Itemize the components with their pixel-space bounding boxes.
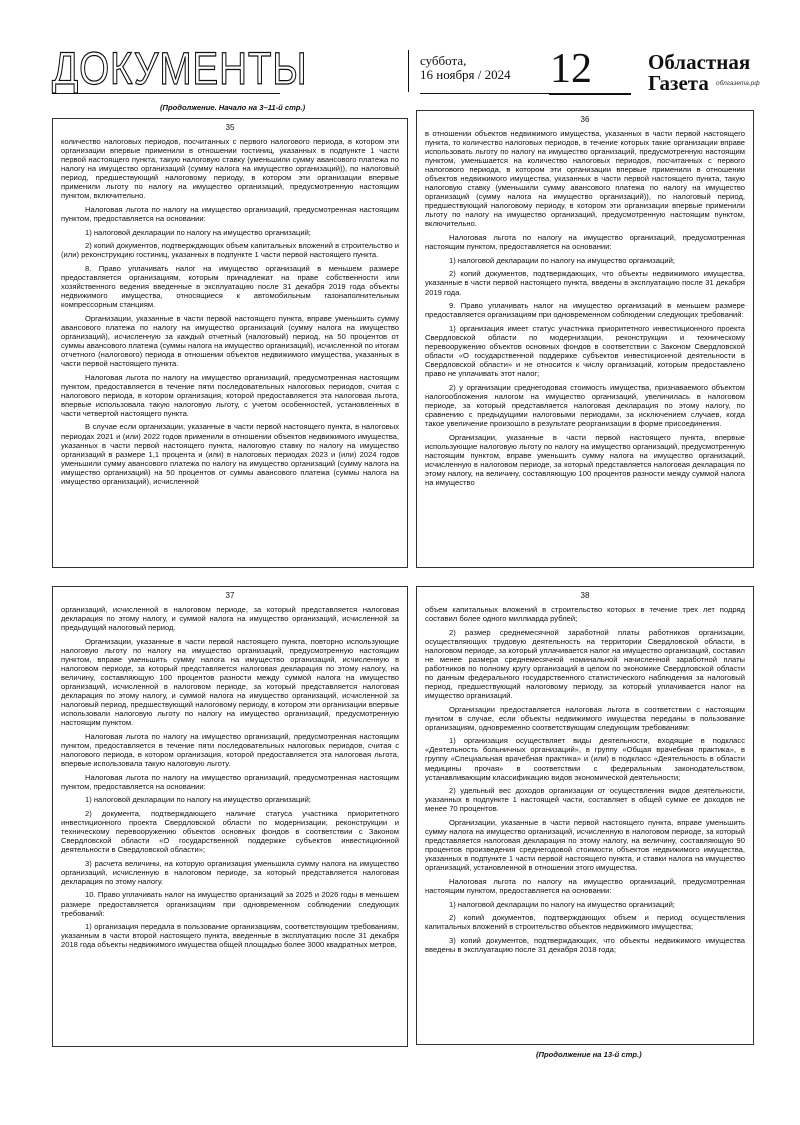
paragraph: 2) копий документов, подтверждающих объем капитальных вложений в строительство и (или) реконструкцию гостиниц, указанных в подпункте 1 части первой настоящего пункта. xyxy=(61,241,399,260)
newspaper-site: облгазета.рф xyxy=(716,80,760,87)
logo-line-1: Областная xyxy=(648,50,751,74)
page-number-underline xyxy=(549,93,631,95)
date-underline xyxy=(420,93,550,94)
masthead-divider xyxy=(408,50,409,92)
document-page-38 xyxy=(416,586,754,1045)
paragraph: Организации, указанные в части первой настоящего пункта, вправе уменьшить сумму авансового платежа по налогу на имущество организаций (сумму налога на имущество организаций), исчисленную за каждый отчетный (налоговый) период, на 50 процентов от суммы авансового платежа (суммы налога на имущество организаций), исчисленной по итогам отчетного (налогового) периода в отношении объектов недвижимого имущества, указанных в части первой настоящего пункта. xyxy=(61,313,399,368)
document-page-number: 38 xyxy=(580,591,590,600)
document-page-35 xyxy=(52,118,408,568)
paragraph: 2) размер среднемесячной заработной платы работников организации, осуществляющих трудовую деятельность на территории Свердловской области, в налоговом периоде, за который уплачивается налог на имущество организаций, составил не менее размера среднемесячной номинальной начисленной заработной платы работников по полному кругу организаций в целом по экономике Свердловской области по данным федерального государственного статистического наблюдения за налоговый период, предшествующий налоговому периоду, за который уплачивается налог на имущество организаций. xyxy=(425,627,745,701)
paragraph: 2) документа, подтверждающего наличие статуса участника приоритетного инвестиционного проекта Свердловской области по модернизации, реконструкции и техническому перевооружению объектов основных фондов в соответствии с Законом Свердловской области «О государственной поддержке субъектов инвестиционной деятельности в Свердловской области»; xyxy=(61,808,399,855)
issue-weekday: суббота, xyxy=(420,53,467,68)
document-page-number: 36 xyxy=(580,115,590,124)
document-page-number: 37 xyxy=(225,591,235,600)
document-page-37 xyxy=(52,586,408,1047)
newspaper-logo xyxy=(648,52,762,94)
paragraph: Организации, указанные в части первой настоящего пункта, впервые использующие налоговую льготу по налогу на имущество организаций, предусмотренную настоящим пунктом, вправе уменьшить сумму налога на имущество организаций, исчисленную в налоговом периоде, за который представляется налоговая декларация по этому налогу, на величину, составляющую 100 процентов разности между суммой налога на имущество xyxy=(425,432,745,487)
issue-date xyxy=(420,54,511,82)
title-underline xyxy=(52,93,280,94)
paragraph: количество налоговых периодов, посчитанных с первого налогового периода, в котором эти организации впервые применили в отношении гостиниц, указанных в подпункте 1 части первой настоящего пункта, такую налоговую ставку (уменьшили сумму авансового платежа по налогу на имущество организаций (сумму налога на имущество организаций)), по налоговый период, предшествующий налоговому периоду, в котором эти организации впервые применили льготу по налогу на имущество организаций, предусмотренную настоящим пунктом, включительно. xyxy=(61,137,399,201)
paragraph: Налоговая льгота по налогу на имущество организаций, предусмотренная настоящим пунктом, предоставляется на основании: xyxy=(425,233,745,252)
paragraph: Налоговая льгота по налогу на имущество организаций, предусмотренная настоящим пунктом, предоставляется на основании: xyxy=(61,204,399,223)
paragraph: объем капитальных вложений в строительство которых в течение трех лет подряд составил более одного миллиарда рублей; xyxy=(425,605,745,624)
document-page-36 xyxy=(416,110,754,568)
paragraph: 8. Право уплачивать налог на имущество организаций в меньшем размере предоставляется организациям, которым принадлежат на праве собственности или хозяйственного ведения введенные в эксплуатацию после 31 декабря 2019 года объекты недвижимого имущества, относящиеся к автомобильным газонаполнительным компрессорным станциям. xyxy=(61,263,399,310)
paragraph: Налоговая льгота по налогу на имущество организаций, предусмотренная настоящим пунктом, предоставляется на основании: xyxy=(425,876,745,895)
paragraph: 1) организация имеет статус участника приоритетного инвестиционного проекта Свердловской области по модернизации, реконструкции и техническому перевооружению объектов основных фондов в соответствии с Законом Свердловской области «О государственной поддержке субъектов инвестиционной деятельности в Свердловской области» и не относится к числу организаций, которым предоставлено право не уплачивать этот налог; xyxy=(425,323,745,379)
paragraph: 1) налоговой декларации по налогу на имущество организаций; xyxy=(449,899,675,909)
paragraph: 2) копий документов, подтверждающих, что объекты недвижимого имущества, указанные в части первой настоящего пункта, введены в эксплуатацию после 31 декабря 2019 года. xyxy=(425,269,745,297)
document-page-number: 35 xyxy=(225,123,235,132)
paragraph: организаций, исчисленной в налоговом периоде, за который представляется налоговая декларация по этому налогу, и суммой налога на имущество организаций, исчисленной за предыдущий налоговый период. xyxy=(61,605,399,633)
paragraph: Налоговая льгота по налогу на имущество организаций, предусмотренная настоящим пунктом, предоставляется на основании: xyxy=(61,772,399,791)
logo-line-2: Газета xyxy=(648,71,709,95)
continuation-note-top: (Продолжение. Начало на 3–11-й стр.) xyxy=(160,103,306,112)
paragraph: Организации, указанные в части первой настоящего пункта, повторно использующие налоговую льготу по налогу на имущество организаций, предусмотренную настоящим пунктом, вправе уменьшить сумму налога на имущество организаций, исчисленную в налоговом периоде, за который представляется налоговая декларация по этому налогу, на величину, составляющую 100 процентов разности между суммой налога на имущество организаций, исчисленной в налоговом периоде, за который представляется налоговая декларация по этому налогу, и суммой налога на имущество организаций, исчисленной за налоговый период, предшествующий налоговому периоду, в котором эти организации впервые использовали налоговую льготу по налогу на имущество организаций, предусмотренную настоящим пунктом. xyxy=(61,636,399,728)
section-title: ДОКУМЕНТЫ xyxy=(52,43,308,94)
masthead xyxy=(52,43,762,98)
paragraph: 3) копий документов, подтверждающих, что объекты недвижимого имущества введены в эксплуатацию после 31 декабря 2018 года; xyxy=(425,935,745,954)
issue-day: 16 ноября / 2024 xyxy=(420,67,511,82)
paragraph: Организации предоставляется налоговая льгота в соответствии с настоящим пунктом в случае, если объекты недвижимого имущества переданы в пользование организациям, одновременно соответствующим следующим требованиям: xyxy=(425,704,745,732)
paragraph: 1) налоговой декларации по налогу на имущество организаций; xyxy=(449,255,675,265)
paragraph: 9. Право уплачивать налог на имущество организаций в меньшем размере предоставляется организациям при одновременном соблюдении следующих требований: xyxy=(425,301,745,320)
paragraph: 1) налоговой декларации по налогу на имущество организаций; xyxy=(85,795,311,805)
paragraph: Организации, указанные в части первой настоящего пункта, вправе уменьшить сумму налога на имущество организаций, исчисленную в налоговом периоде, за который представляется налоговая декларация по этому налогу, на величину, составляющую 90 процентов произведения среднегодовой стоимости объектов недвижимого имущества, указанных в подпункте 1 части первой настоящего пункта, и ставки налога на имущество организаций, установленной в отношении этого имущества. xyxy=(425,817,745,873)
page-number: 12 xyxy=(550,46,592,92)
paragraph: 1) организация передала в пользование организациям, соответствующим требованиям, указанным в части второй настоящего пункта, введенные в эксплуатацию после 31 декабря 2018 года объекты недвижимого имущества общей площадью более 3000 квадратных метров, xyxy=(61,922,399,950)
paragraph: в отношении объектов недвижимого имущества, указанных в части первой настоящего пункта, то количество налоговых периодов, в течение которых такие организации вправе использовать льготу по налогу на имущество организаций, предусмотренную настоящим пунктом, уменьшается на количество налоговых периодов, посчитанных с первого налогового периода, в котором эти организации впервые применили в отношении объектов недвижимого имущества, указанных в части первой настоящего пункта, такую налоговую ставку (уменьшили сумму авансового платежа по налогу на имущество организаций (сумму налога на имущество организаций)), по налоговый период, предшествующий налоговому периоду, в котором эти организации впервые применили льготу по налогу на имущество организаций, предусмотренную настоящим пунктом, включительно. xyxy=(425,129,745,229)
continuation-note-bottom: (Продолжение на 13-й стр.) xyxy=(536,1050,642,1059)
paragraph: 2) удельный вес доходов организации от осуществления видов деятельности, указанных в подпункте 1 настоящей части, составляет в общей сумме ее доходов не менее 70 процентов. xyxy=(425,786,745,814)
paragraph: 2) копий документов, подтверждающих объем и период осуществления капитальных вложений в строительство объектов недвижимого имущества; xyxy=(425,913,745,932)
paragraph: 2) у организации среднегодовая стоимость имущества, признаваемого объектом налогообложения налогом на имущество организаций, увеличилась в налоговом периоде, за который представляется налоговая декларация по этому налогу, по сравнению с предыдущими налоговыми периодами, за исключением случаев, когда такое увеличение произошло в результате реорганизации в форме присоединения. xyxy=(425,382,745,428)
paragraph: 10. Право уплачивать налог на имущество организаций за 2025 и 2026 годы в меньшем размере предоставляется организациям при одновременном соблюдении следующих требований: xyxy=(61,890,399,918)
paragraph: 1) налоговой декларации по налогу на имущество организаций; xyxy=(85,227,311,237)
paragraph: Налоговая льгота по налогу на имущество организаций, предусмотренная настоящим пунктом, предоставляется в течение пяти последовательных налоговых периодов, считая с налогового периода, в котором организация, которой предоставляется эта налоговая льгота, впервые использовала такую налоговую льготу. xyxy=(61,731,399,768)
paragraph: 1) организация осуществляет виды деятельности, входящие в подкласс «Деятельность больничных организаций», в группу «Общая врачебная практика», в группу «Специальная врачебная практика» и (или) в подкласс «Деятельность в области медицины прочая» в соответствии с федеральным законодательством, устанавливающим классификацию видов экономической деятельности; xyxy=(425,736,745,782)
paragraph: 3) расчета величины, на которую организация уменьшила сумму налога на имущество организаций, исчисленную в налоговом периоде, за который представляется налоговая декларация по этому налогу. xyxy=(61,858,399,886)
paragraph: В случае если организации, указанные в части первой настоящего пункта, в налоговых периодах 2021 и (или) 2022 годов применили в отношении объектов недвижимого имущества, указанных в части первой настоящего пункта, налоговую ставку по налогу на имущество организаций в размере 1,1 процента и (или) в налоговых периодах 2023 и (или) 2024 годов уменьшили сумму авансового платежа по налогу на имущество организаций (сумму налога на имущество организаций) на 50 процентов от суммы авансового платежа (суммы налога на имущество организаций), исчисленной xyxy=(61,422,399,486)
paragraph: Налоговая льгота по налогу на имущество организаций, предусмотренная настоящим пунктом, предоставляется в течение пяти последовательных налоговых периодов, считая с налогового периода, в котором организация, которой предоставляется эта налоговая льгота, впервые использовала такую налоговую льготу, с учетом особенностей, установленных в части четвертой настоящего пункта. xyxy=(61,372,399,418)
